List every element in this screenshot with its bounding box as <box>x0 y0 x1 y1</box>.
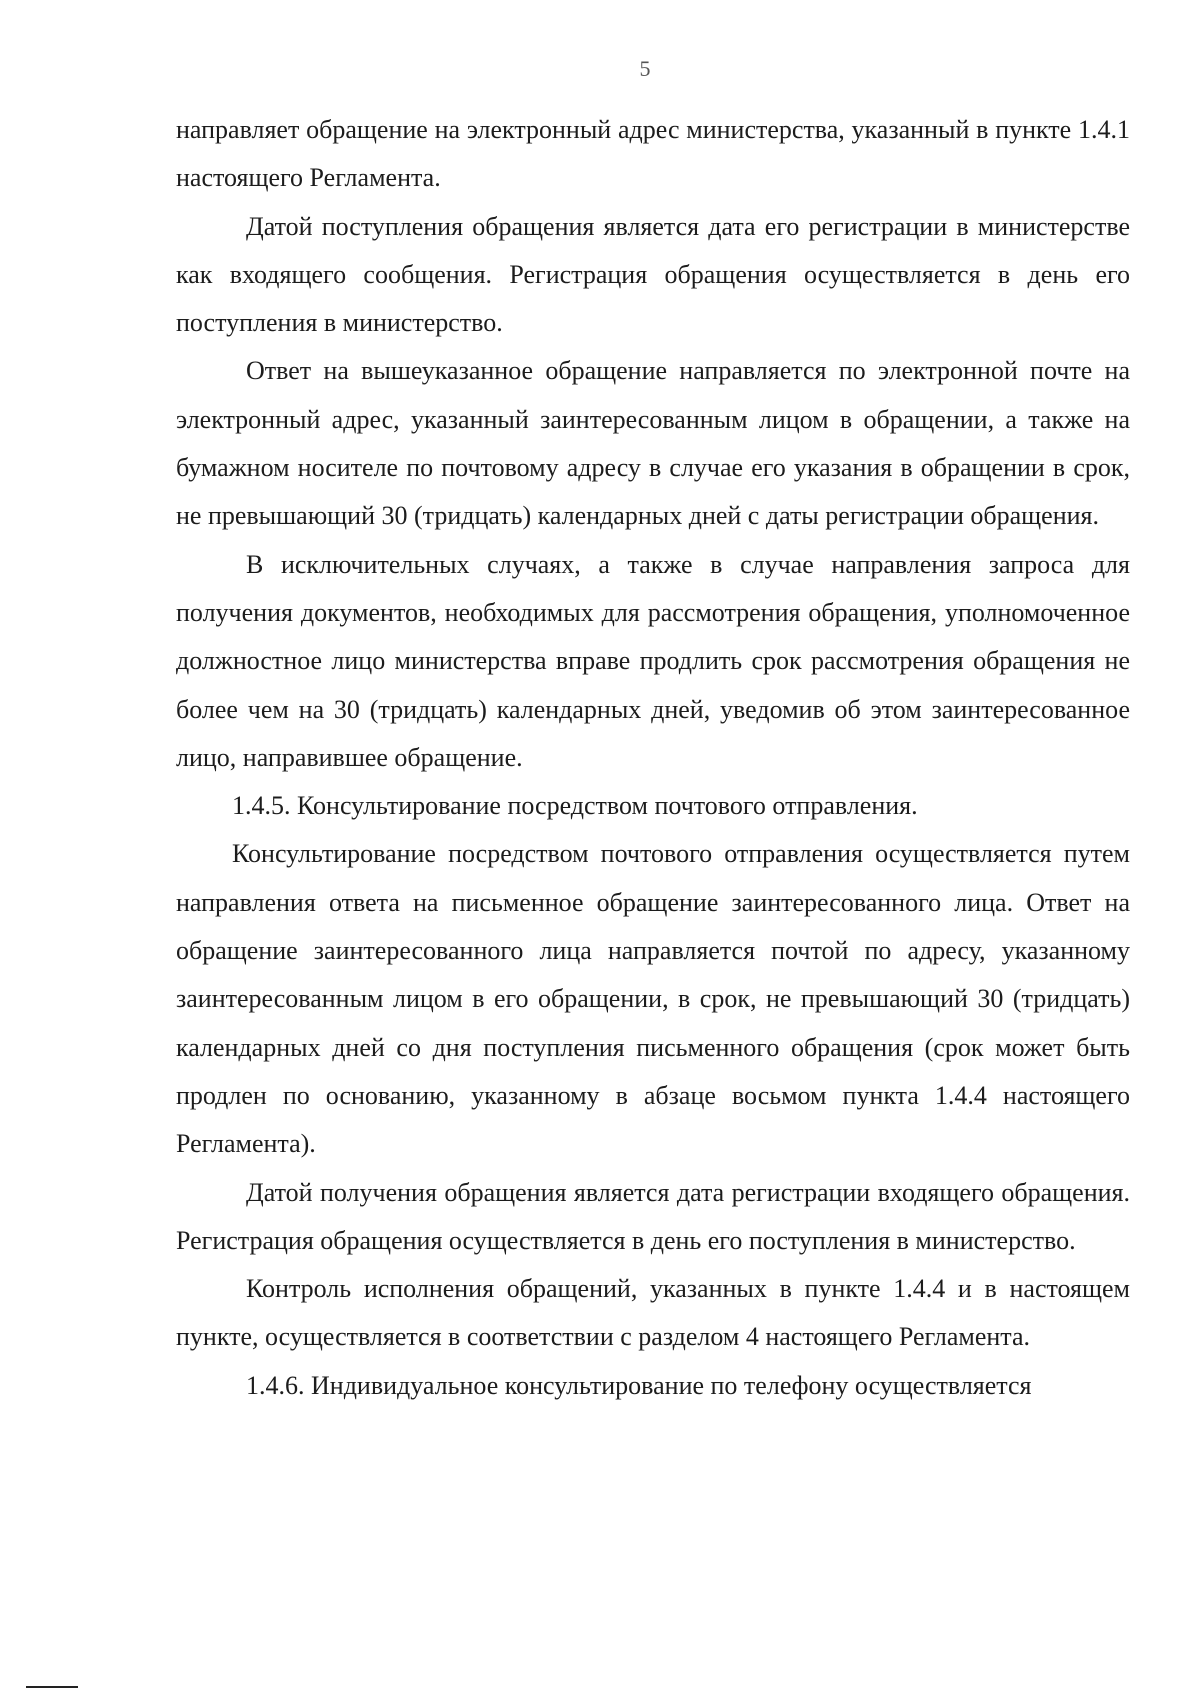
paragraph-email-reply: Ответ на вышеуказанное обращение направляется по электронной почте на электронный адрес, указанный заинтересованным лицом в обращении, а также на бумажном носителе по почтовому адресу в случае его указания в обращении в срок, не превышающий 30 (тридцать) календарных дней с даты регистрации обращения. <box>176 356 1130 531</box>
paragraph-extension: В исключительных случаях, а также в случае направления запроса для получения документов, необходимых для рассмотрения обращения, уполномоченное должностное лицо министерства вправе продлить срок рассмотрения обращения не более чем на 30 (тридцать) календарных дней, уведомив об этом заинтересованное лицо, направившее обращение. <box>176 549 1130 772</box>
section-heading-1-4-6: 1.4.6. Индивидуальное консультирование по телефону осуществляется <box>246 1370 1032 1400</box>
document-body <box>176 106 1130 1410</box>
paragraph-receipt-date: Датой поступления обращения является дата его регистрации в министерстве как входящего сообщения. Регистрация обращения осуществляется в день его поступления в министерство. <box>176 211 1130 338</box>
paragraph-continuation: направляет обращение на электронный адрес министерства, указанный в пункте 1.4.1 настоящего Регламента. <box>176 115 1130 193</box>
margin-mark <box>26 1686 78 1688</box>
paragraph-control: Контроль исполнения обращений, указанных в пункте 1.4.4 и в настоящем пункте, осуществляется в соответствии с разделом 4 настоящего Регламента. <box>176 1274 1130 1352</box>
paragraph-receipt-registration: Датой получения обращения является дата регистрации входящего обращения. Регистрация обращения осуществляется в день его поступления в министерство. <box>176 1177 1130 1255</box>
section-heading-1-4-5: 1.4.5. Консультирование посредством почтового отправления. <box>232 791 918 821</box>
page-number: 5 <box>639 56 651 81</box>
paragraph-postal-consulting: Консультирование посредством почтового отправления осуществляется путем направления ответа на письменное обращение заинтересованного лица. Ответ на обращение заинтересованного лица направляется почтой по адресу, указанному заинтересованным лицом в его обращении, в срок, не превышающий 30 (тридцать) календарных дней со дня поступления письменного обращения (срок может быть продлен по основанию, указанному в абзаце восьмом пункта 1.4.4 настоящего Регламента). <box>176 839 1130 1159</box>
